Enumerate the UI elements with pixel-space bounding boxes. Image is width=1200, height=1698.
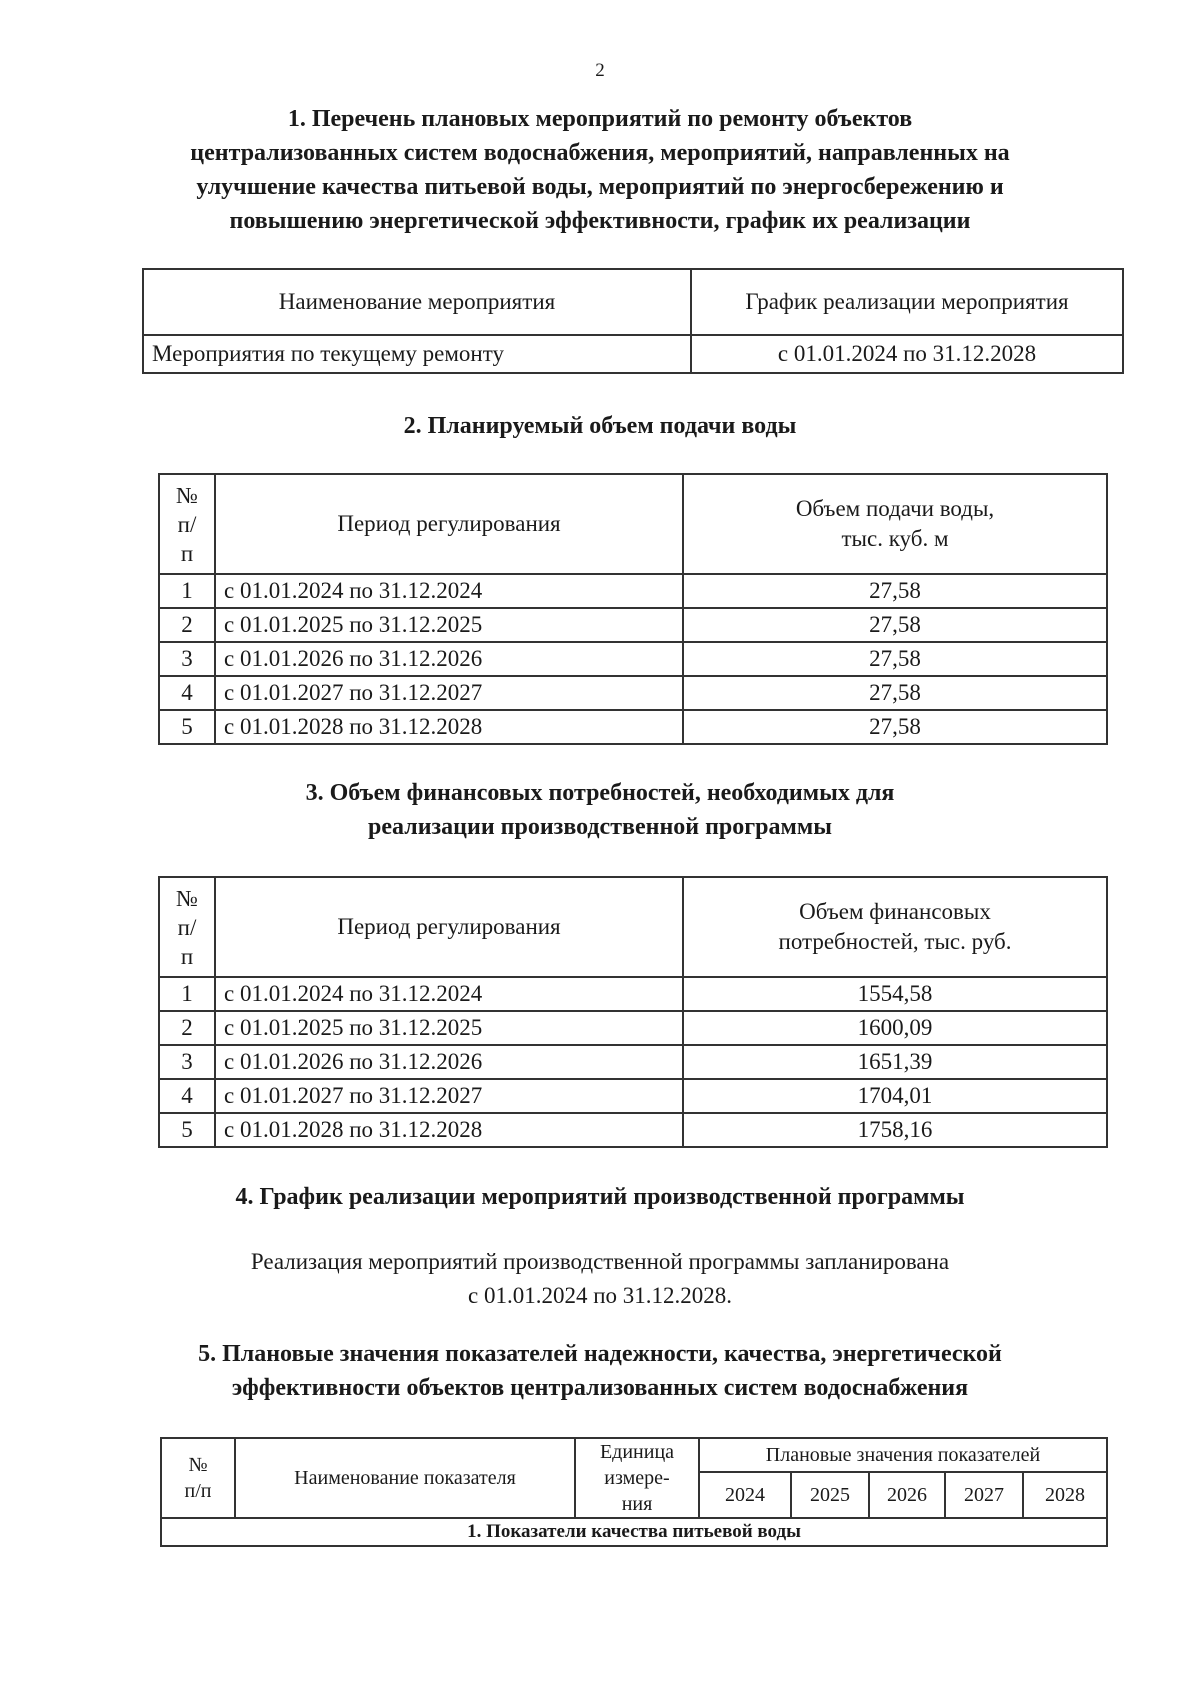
header-line: ния <box>621 1493 653 1515</box>
col-header-number <box>159 877 215 977</box>
cell-number: 2 <box>159 608 215 642</box>
header-line: п/п <box>184 1480 212 1502</box>
col-header-planned-values: Плановые значения показателей <box>699 1438 1107 1472</box>
table-header-row <box>143 269 1123 335</box>
section5-title-line: 5. Плановые значения показателей надежности, качества, энергетической <box>198 1341 1002 1367</box>
table-header-row <box>161 1438 1107 1472</box>
header-line: Единица <box>599 1441 675 1463</box>
table-group-row <box>161 1518 1107 1546</box>
table-row <box>159 676 1107 710</box>
cell-number: 3 <box>159 1045 215 1079</box>
header-line: измере- <box>604 1467 670 1489</box>
col-header-schedule: График реализации мероприятия <box>691 269 1123 335</box>
section1-title-line: повышению энергетической эффективности, график их реализации <box>229 208 971 234</box>
section1-title-line: 1. Перечень плановых мероприятий по ремонту объектов <box>287 106 913 132</box>
header-line: Объем финансовых <box>799 899 991 924</box>
col-header-financial-needs <box>683 877 1107 977</box>
cell-period: с 01.01.2025 по 31.12.2025 <box>215 608 683 642</box>
cell-number: 1 <box>159 977 215 1011</box>
cell-volume: 27,58 <box>683 710 1107 744</box>
cell-volume: 27,58 <box>683 676 1107 710</box>
group-row-water-quality: 1. Показатели качества питьевой воды <box>161 1518 1107 1546</box>
col-header-indicator-name: Наименование показателя <box>235 1438 575 1518</box>
table-row <box>159 1079 1107 1113</box>
section3-title-line: реализации производственной программы <box>368 814 832 840</box>
header-line: п <box>180 943 194 969</box>
section2-table <box>158 473 1108 745</box>
header-line: тыс. куб. м <box>841 526 949 551</box>
section4-title: 4. График реализации мероприятий производственной программы <box>235 1184 965 1210</box>
cell-amount: 1600,09 <box>683 1011 1107 1045</box>
cell-period: с 01.01.2026 по 31.12.2026 <box>215 642 683 676</box>
cell-period: с 01.01.2024 по 31.12.2024 <box>215 977 683 1011</box>
section4-text <box>100 1245 1100 1313</box>
table-row <box>159 608 1107 642</box>
header-line: № <box>188 1454 208 1476</box>
cell-schedule: с 01.01.2024 по 31.12.2028 <box>691 335 1123 373</box>
cell-measure-name: Мероприятия по текущему ремонту <box>143 335 691 373</box>
table-row <box>159 977 1107 1011</box>
cell-amount: 1651,39 <box>683 1045 1107 1079</box>
cell-period: с 01.01.2028 по 31.12.2028 <box>215 1113 683 1147</box>
header-line: № <box>176 482 198 508</box>
cell-number: 2 <box>159 1011 215 1045</box>
col-header-year: 2027 <box>945 1472 1023 1518</box>
header-line: № <box>176 885 198 911</box>
col-header-period: Период регулирования <box>215 474 683 574</box>
cell-period: с 01.01.2026 по 31.12.2026 <box>215 1045 683 1079</box>
table-row <box>159 574 1107 608</box>
cell-period: с 01.01.2024 по 31.12.2024 <box>215 574 683 608</box>
cell-number: 4 <box>159 1079 215 1113</box>
section3-table <box>158 876 1108 1148</box>
table-header-row <box>159 474 1107 574</box>
section5-table <box>160 1437 1108 1547</box>
cell-volume: 27,58 <box>683 608 1107 642</box>
section4-text-line: Реализация мероприятий производственной программы запланирована <box>250 1249 950 1274</box>
table-header-row <box>159 877 1107 977</box>
section3-title <box>100 776 1100 844</box>
header-line: п/ <box>177 511 197 537</box>
table-row <box>143 335 1123 373</box>
cell-period: с 01.01.2027 по 31.12.2027 <box>215 1079 683 1113</box>
col-header-period: Период регулирования <box>215 877 683 977</box>
col-header-measure-name: Наименование мероприятия <box>143 269 691 335</box>
cell-amount: 1704,01 <box>683 1079 1107 1113</box>
page-number: 2 <box>595 60 605 81</box>
header-line: Объем подачи воды, <box>795 496 995 521</box>
cell-period: с 01.01.2027 по 31.12.2027 <box>215 676 683 710</box>
col-header-year: 2026 <box>869 1472 945 1518</box>
cell-amount: 1554,58 <box>683 977 1107 1011</box>
col-header-unit <box>575 1438 699 1518</box>
section1-title <box>100 102 1100 238</box>
cell-period: с 01.01.2025 по 31.12.2025 <box>215 1011 683 1045</box>
section5-title <box>100 1337 1100 1405</box>
section2-title: 2. Планируемый объем подачи воды <box>403 413 797 439</box>
section4-text-line: с 01.01.2024 по 31.12.2028. <box>467 1283 733 1308</box>
cell-volume: 27,58 <box>683 574 1107 608</box>
cell-period: с 01.01.2028 по 31.12.2028 <box>215 710 683 744</box>
col-header-number <box>161 1438 235 1518</box>
cell-number: 3 <box>159 642 215 676</box>
section1-table <box>142 268 1124 374</box>
header-line: потребностей, тыс. руб. <box>778 929 1012 954</box>
col-header-year: 2024 <box>699 1472 791 1518</box>
header-line: п <box>180 540 194 566</box>
cell-number: 4 <box>159 676 215 710</box>
col-header-number <box>159 474 215 574</box>
cell-amount: 1758,16 <box>683 1113 1107 1147</box>
cell-number: 5 <box>159 1113 215 1147</box>
header-line: п/ <box>177 914 197 940</box>
cell-number: 1 <box>159 574 215 608</box>
table-row <box>159 642 1107 676</box>
section3-title-line: 3. Объем финансовых потребностей, необходимых для <box>305 780 895 806</box>
table-row <box>159 1113 1107 1147</box>
cell-volume: 27,58 <box>683 642 1107 676</box>
table-row <box>159 710 1107 744</box>
table-row <box>159 1045 1107 1079</box>
section5-title-line: эффективности объектов централизованных систем водоснабжения <box>231 1375 969 1401</box>
col-header-water-volume <box>683 474 1107 574</box>
col-header-year: 2025 <box>791 1472 869 1518</box>
table-row <box>159 1011 1107 1045</box>
col-header-year: 2028 <box>1023 1472 1107 1518</box>
section1-title-line: централизованных систем водоснабжения, мероприятий, направленных на <box>190 140 1010 166</box>
cell-number: 5 <box>159 710 215 744</box>
section1-title-line: улучшение качества питьевой воды, мероприятий по энергосбережению и <box>196 174 1004 200</box>
